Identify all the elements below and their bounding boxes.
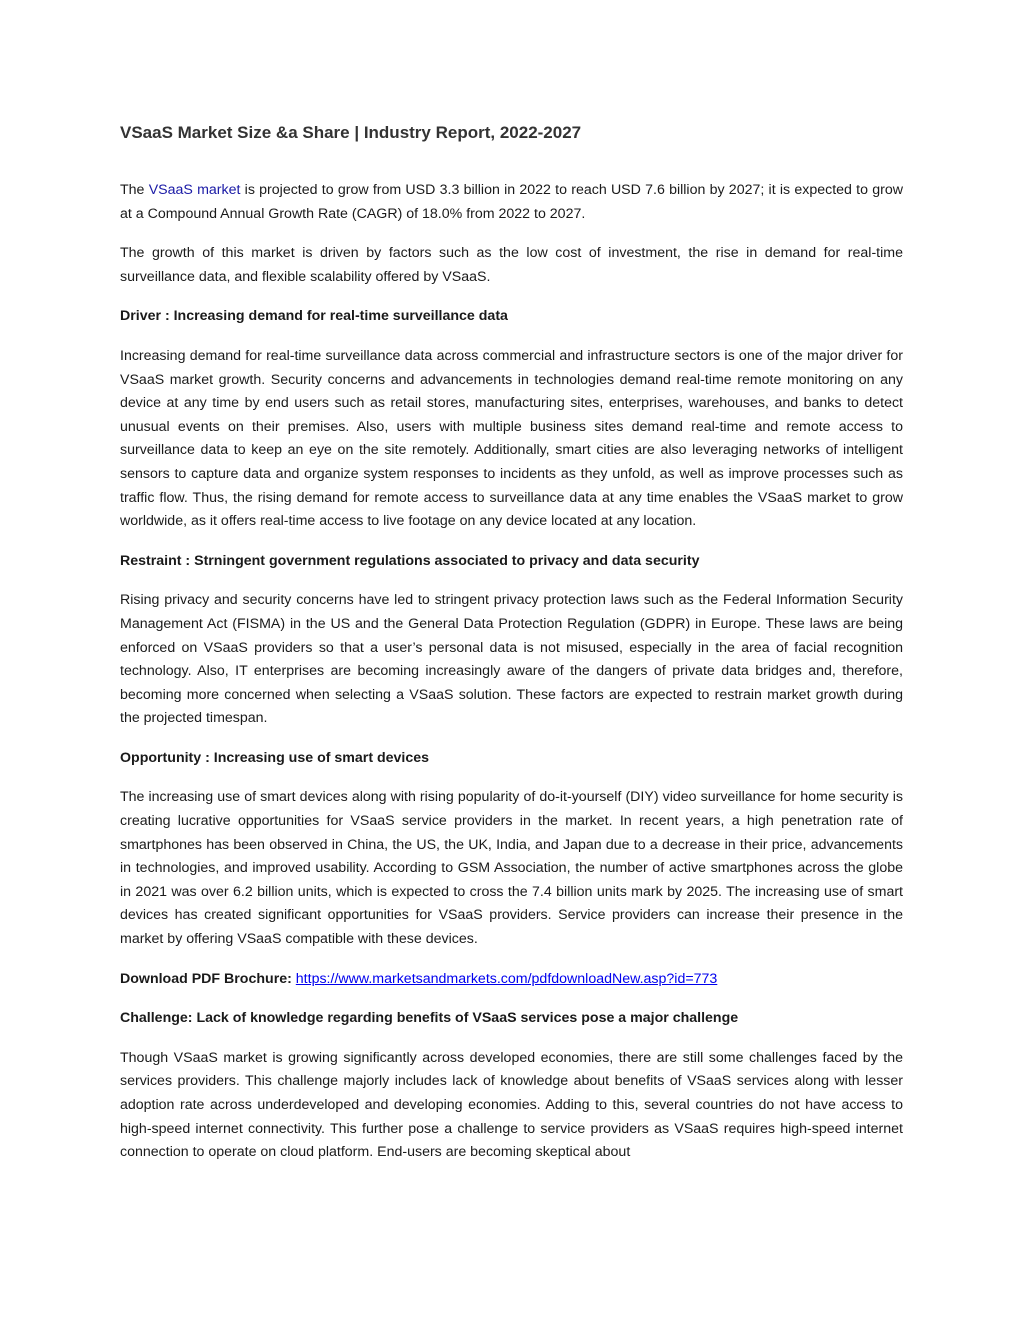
vsaas-market-link[interactable]: VSaaS market <box>148 182 241 198</box>
opportunity-heading: Opportunity : Increasing use of smart devices <box>120 749 430 766</box>
intro-paragraph <box>120 179 903 226</box>
intro-suffix: is projected to grow from USD 3.3 billion in 2022 to reach USD 7.6 billion by 2027; it is expected to grow at a Compound Annual Growth Rate (CAGR) of 18.0% from 2022 to 2027. <box>120 182 903 222</box>
brochure-label: Download PDF Brochure: <box>120 970 292 987</box>
restraint-paragraph: Rising privacy and security concerns have led to stringent privacy protection laws such as the Federal Information Security Management Act (FISMA) in the US and the General Data Protection Regulation (GDPR) in Europe. These laws are being enforced on VSaaS providers so that a user’s personal data is not misused, especially in the area of facial recognition technology. Also, IT enterprises are becoming increasingly aware of the dangers of private data bridges and, therefore, becoming more concerned when selecting a VSaaS solution. These factors are expected to restrain market growth during the projected timespan. <box>120 592 903 727</box>
challenge-heading: Challenge: Lack of knowledge regarding benefits of VSaaS services pose a major challenge <box>120 1010 739 1027</box>
challenge-paragraph: Though VSaaS market is growing significantly across developed economies, there are still some challenges faced by the services providers. This challenge majorly includes lack of knowledge about benefits of VSaaS services along with lesser adoption rate across underdeveloped and developing economies. Adding to this, several countries do not have access to high-speed internet connectivity. This further pose a challenge to service providers as VSaaS requires high-speed internet connection to operate on cloud platform. End-users are becoming skeptical about <box>120 1049 903 1161</box>
driver-paragraph: Increasing demand for real-time surveillance data across commercial and infrastructure sectors is one of the major driver for VSaaS market growth. Security concerns and advancements in technologies demand real-time remote monitoring on any device at any time by end users such as retail stores, manufacturing sites, enterprises, warehouses, and banks to detect unusual events on their premises. Also, users with multiple business sites demand real-time and remote access to surveillance data to keep an eye on the site remotely. Additionally, smart cities are also leveraging networks of intelligent sensors to capture data and organize system responses to incidents as they unfold, as well as improve processes such as traffic flow. Thus, the rising demand for remote access to surveillance data at any time enables the VSaaS market to grow worldwide, as it offers real-time access to live footage on any device located at any location. <box>120 347 903 530</box>
brochure-line <box>120 968 903 992</box>
opportunity-paragraph: The increasing use of smart devices along with rising popularity of do-it-yourself (DIY) video surveillance for home security is creating lucrative opportunities for VSaaS service providers in the market. In recent years, a high penetration rate of smartphones has been observed in China, the US, the UK, India, and Japan due to a decrease in their price, advancements in technologies, and improved usability. According to GSM Association, the number of active smartphones across the globe in 2021 was over 6.2 billion units, which is expected to cross the 7.4 billion units mark by 2025. The increasing use of smart devices has created significant opportunities for VSaaS providers. Service providers can increase their presence in the market by offering VSaaS compatible with these devices. <box>120 789 903 948</box>
document-page <box>120 121 903 1181</box>
growth-paragraph: The growth of this market is driven by factors such as the low cost of investment, the rise in demand for real-time surveillance data, and flexible scalability offered by VSaaS. <box>120 245 903 285</box>
page-title: VSaaS Market Size &a Share | Industry Report, 2022-2027 <box>120 123 582 142</box>
driver-heading: Driver : Increasing demand for real-time surveillance data <box>120 308 508 325</box>
brochure-link[interactable]: https://www.marketsandmarkets.com/pdfdownloadNew.asp?id=773 <box>295 970 718 987</box>
restraint-heading: Restraint : Strningent government regulations associated to privacy and data security <box>120 552 700 569</box>
intro-prefix: The <box>120 182 149 198</box>
